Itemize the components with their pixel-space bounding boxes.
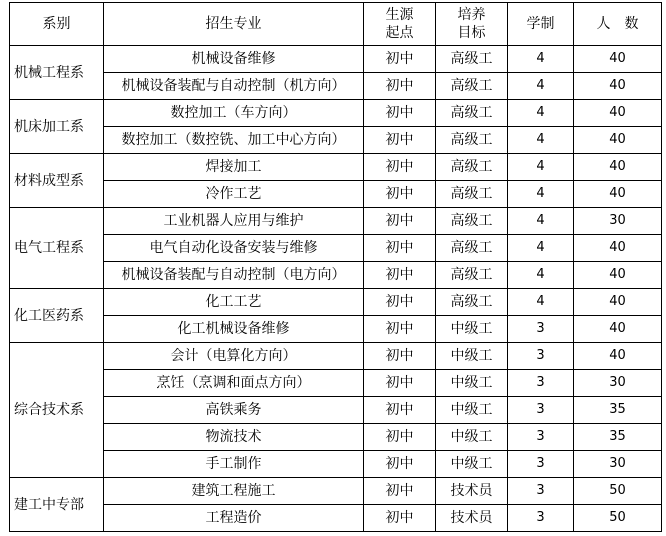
- dept-cell: 建工中专部: [10, 478, 104, 532]
- header-count: 人 数: [574, 3, 662, 46]
- major-cell: 机械设备装配与自动控制（机方向）: [104, 73, 364, 100]
- goal-cell: 高级工: [436, 127, 508, 154]
- goal-cell: 高级工: [436, 100, 508, 127]
- goal-cell: 中级工: [436, 451, 508, 478]
- table-row: [10, 505, 662, 532]
- count-cell: 40: [574, 154, 662, 181]
- major-cell: 工程造价: [104, 505, 364, 532]
- table-row: [10, 46, 662, 73]
- major-cell: 工业机器人应用与维护: [104, 208, 364, 235]
- years-cell: 4: [508, 154, 574, 181]
- table-row: [10, 316, 662, 343]
- count-cell: 40: [574, 235, 662, 262]
- count-cell: 35: [574, 424, 662, 451]
- source-cell: 初中: [364, 343, 436, 370]
- table-row: [10, 397, 662, 424]
- major-cell: 机械设备维修: [104, 46, 364, 73]
- goal-cell: 技术员: [436, 478, 508, 505]
- header-source-line1: 生源: [385, 7, 414, 23]
- table-row: [10, 370, 662, 397]
- years-cell: 4: [508, 235, 574, 262]
- dept-cell: 综合技术系: [10, 343, 104, 478]
- major-cell: 手工制作: [104, 451, 364, 478]
- source-cell: 初中: [364, 154, 436, 181]
- count-cell: 30: [574, 370, 662, 397]
- years-cell: 4: [508, 181, 574, 208]
- table-body: [10, 46, 662, 532]
- source-cell: 初中: [364, 316, 436, 343]
- years-cell: 4: [508, 46, 574, 73]
- years-cell: 3: [508, 370, 574, 397]
- table-row: [10, 208, 662, 235]
- years-cell: 4: [508, 208, 574, 235]
- goal-cell: 中级工: [436, 397, 508, 424]
- count-cell: 50: [574, 505, 662, 532]
- major-cell: 会计（电算化方向）: [104, 343, 364, 370]
- years-cell: 3: [508, 316, 574, 343]
- table-row: [10, 424, 662, 451]
- years-cell: 4: [508, 73, 574, 100]
- header-source: [364, 3, 436, 46]
- goal-cell: 高级工: [436, 181, 508, 208]
- dept-cell: 电气工程系: [10, 208, 104, 289]
- major-cell: 数控加工（数控铣、加工中心方向）: [104, 127, 364, 154]
- goal-cell: 高级工: [436, 154, 508, 181]
- years-cell: 4: [508, 289, 574, 316]
- source-cell: 初中: [364, 262, 436, 289]
- header-dept: 系别: [10, 3, 104, 46]
- source-cell: 初中: [364, 46, 436, 73]
- count-cell: 40: [574, 73, 662, 100]
- source-cell: 初中: [364, 289, 436, 316]
- source-cell: 初中: [364, 397, 436, 424]
- count-cell: 50: [574, 478, 662, 505]
- source-cell: 初中: [364, 208, 436, 235]
- major-cell: 电气自动化设备安装与维修: [104, 235, 364, 262]
- major-cell: 化工工艺: [104, 289, 364, 316]
- header-source-line2: 起点: [385, 25, 414, 41]
- years-cell: 4: [508, 127, 574, 154]
- header-goal-line1: 培养: [457, 7, 486, 23]
- count-cell: 40: [574, 289, 662, 316]
- count-cell: 35: [574, 397, 662, 424]
- table-row: [10, 154, 662, 181]
- years-cell: 3: [508, 478, 574, 505]
- count-cell: 40: [574, 262, 662, 289]
- source-cell: 初中: [364, 127, 436, 154]
- source-cell: 初中: [364, 424, 436, 451]
- years-cell: 3: [508, 343, 574, 370]
- count-cell: 30: [574, 451, 662, 478]
- goal-cell: 高级工: [436, 46, 508, 73]
- table-row: [10, 181, 662, 208]
- years-cell: 3: [508, 451, 574, 478]
- table-row: [10, 451, 662, 478]
- source-cell: 初中: [364, 100, 436, 127]
- goal-cell: 中级工: [436, 343, 508, 370]
- dept-cell: 材料成型系: [10, 154, 104, 208]
- source-cell: 初中: [364, 181, 436, 208]
- table-row: [10, 289, 662, 316]
- years-cell: 4: [508, 100, 574, 127]
- enrollment-table: [9, 2, 662, 532]
- major-cell: 焊接加工: [104, 154, 364, 181]
- header-goal-line2: 目标: [457, 25, 486, 41]
- years-cell: 4: [508, 262, 574, 289]
- goal-cell: 高级工: [436, 235, 508, 262]
- count-cell: 40: [574, 100, 662, 127]
- goal-cell: 高级工: [436, 73, 508, 100]
- goal-cell: 高级工: [436, 262, 508, 289]
- goal-cell: 中级工: [436, 316, 508, 343]
- header-goal: [436, 3, 508, 46]
- header-row: [10, 3, 662, 46]
- table-row: [10, 262, 662, 289]
- goal-cell: 中级工: [436, 370, 508, 397]
- years-cell: 3: [508, 505, 574, 532]
- source-cell: 初中: [364, 505, 436, 532]
- source-cell: 初中: [364, 451, 436, 478]
- major-cell: 物流技术: [104, 424, 364, 451]
- table-row: [10, 343, 662, 370]
- source-cell: 初中: [364, 370, 436, 397]
- goal-cell: 中级工: [436, 424, 508, 451]
- years-cell: 3: [508, 397, 574, 424]
- major-cell: 烹饪（烹调和面点方向）: [104, 370, 364, 397]
- major-cell: 建筑工程施工: [104, 478, 364, 505]
- count-cell: 40: [574, 316, 662, 343]
- dept-cell: 机床加工系: [10, 100, 104, 154]
- header-years: 学制: [508, 3, 574, 46]
- major-cell: 机械设备装配与自动控制（电方向）: [104, 262, 364, 289]
- table-row: [10, 235, 662, 262]
- table-row: [10, 73, 662, 100]
- major-cell: 化工机械设备维修: [104, 316, 364, 343]
- table-row: [10, 127, 662, 154]
- table-row: [10, 478, 662, 505]
- major-cell: 数控加工（车方向）: [104, 100, 364, 127]
- source-cell: 初中: [364, 73, 436, 100]
- goal-cell: 高级工: [436, 289, 508, 316]
- dept-cell: 机械工程系: [10, 46, 104, 100]
- major-cell: 高铁乘务: [104, 397, 364, 424]
- dept-cell: 化工医药系: [10, 289, 104, 343]
- table-row: [10, 100, 662, 127]
- count-cell: 40: [574, 46, 662, 73]
- major-cell: 冷作工艺: [104, 181, 364, 208]
- years-cell: 3: [508, 424, 574, 451]
- goal-cell: 高级工: [436, 208, 508, 235]
- source-cell: 初中: [364, 235, 436, 262]
- source-cell: 初中: [364, 478, 436, 505]
- count-cell: 40: [574, 181, 662, 208]
- count-cell: 30: [574, 208, 662, 235]
- header-major: 招生专业: [104, 3, 364, 46]
- count-cell: 40: [574, 343, 662, 370]
- count-cell: 40: [574, 127, 662, 154]
- goal-cell: 技术员: [436, 505, 508, 532]
